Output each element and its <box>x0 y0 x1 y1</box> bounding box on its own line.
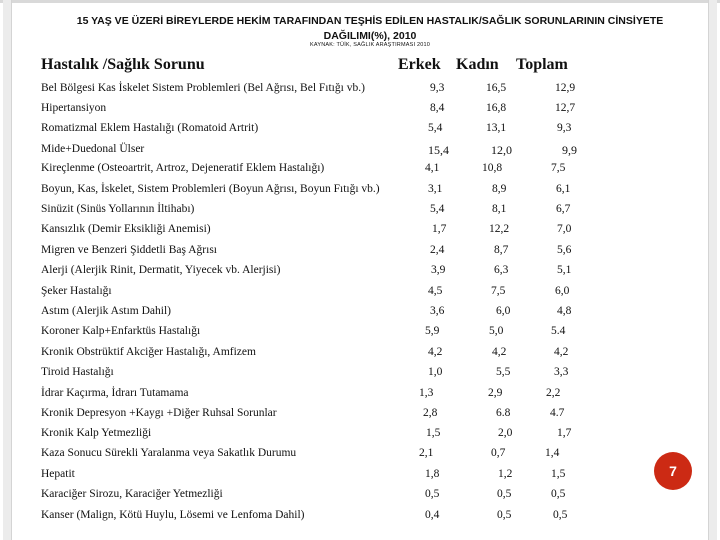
row-value-female: 12,0 <box>491 143 512 157</box>
row-value-female: 5,5 <box>496 366 511 378</box>
row-value-total: 0,5 <box>551 488 566 500</box>
row-value-female: 8,7 <box>494 244 509 256</box>
table-row <box>0 407 720 425</box>
row-value-total: 2,2 <box>546 387 561 399</box>
row-value-total: 5,6 <box>557 244 572 256</box>
table-row <box>0 122 720 140</box>
row-label: Kronik Kalp Yetmezliği <box>41 427 152 439</box>
table-row <box>0 162 720 180</box>
row-label: Koroner Kalp+Enfarktüs Hastalığı <box>41 325 201 337</box>
table-row <box>0 223 720 241</box>
row-value-female: 2,9 <box>488 387 503 399</box>
row-value-male: 1,3 <box>419 387 434 399</box>
table-row <box>0 285 720 303</box>
table-row <box>0 509 720 527</box>
table-row <box>0 305 720 323</box>
row-value-female: 8,9 <box>492 183 507 195</box>
row-value-male: 9,3 <box>430 82 445 94</box>
row-label: Kanser (Malign, Kötü Huylu, Lösemi ve Lenfoma Dahil) <box>41 509 305 521</box>
table-row <box>0 102 720 120</box>
row-value-total: 6,1 <box>556 183 571 195</box>
row-value-male: 0,5 <box>425 488 440 500</box>
header-total: Toplam <box>516 56 568 73</box>
row-value-female: 7,5 <box>491 285 506 297</box>
row-label: Boyun, Kas, İskelet, Sistem Problemleri (Boyun Ağrısı, Boyun Fıtığı vb.) <box>41 183 380 195</box>
row-value-total: 6,7 <box>556 203 571 215</box>
row-value-female: 0,7 <box>491 447 506 459</box>
row-label: Sinüzit (Sinüs Yollarının İltihabı) <box>41 203 195 215</box>
row-label: Şeker Hastalığı <box>41 285 112 297</box>
row-value-female: 16,8 <box>486 102 507 114</box>
row-value-total: 0,5 <box>553 509 568 521</box>
row-value-female: 4,2 <box>492 346 507 358</box>
row-value-male: 3,6 <box>430 305 445 317</box>
row-value-female: 0,5 <box>497 488 512 500</box>
row-value-total: 1,4 <box>545 447 560 459</box>
row-value-male: 2,4 <box>430 244 445 256</box>
row-value-male: 4,1 <box>425 162 440 174</box>
row-label: Kaza Sonucu Sürekli Yaralanma veya Sakatlık Durumu <box>41 447 297 459</box>
header-female: Kadın <box>456 56 499 73</box>
row-value-male: 2,1 <box>419 447 434 459</box>
slide-title: 15 YAŞ VE ÜZERİ BİREYLERDE HEKİM TARAFINDAN TEŞHİS EDİLEN HASTALIK/SAĞLIK SORUNLARININ CİNSİYETE DAĞILIMI(%), 2010 <box>76 15 664 42</box>
table-row <box>0 264 720 282</box>
row-value-female: 6.8 <box>496 407 511 419</box>
row-label: Astım (Alerjik Astım Dahil) <box>41 305 172 317</box>
row-value-female: 10,8 <box>482 162 503 174</box>
table-row <box>0 387 720 405</box>
row-value-female: 16,5 <box>486 82 507 94</box>
row-label: Mide+Duedonal Ülser <box>41 143 145 155</box>
row-value-male: 4,5 <box>428 285 443 297</box>
table-row <box>0 203 720 221</box>
row-value-total: 5.4 <box>551 325 566 337</box>
row-value-male: 1,8 <box>425 468 440 480</box>
row-value-female: 2,0 <box>498 427 513 439</box>
row-value-female: 1,2 <box>498 468 513 480</box>
row-label: Migren ve Benzeri Şiddetli Baş Ağrısı <box>41 244 217 256</box>
row-label: Kronik Depresyon +Kaygı +Diğer Ruhsal Sorunlar <box>41 407 277 419</box>
row-value-total: 12,7 <box>555 102 576 114</box>
row-label: Kansızlık (Demir Eksikliği Anemisi) <box>41 223 211 235</box>
row-value-female: 0,5 <box>497 509 512 521</box>
table-row <box>0 488 720 506</box>
header-disease: Hastalık /Sağlık Sorunu <box>41 56 205 73</box>
header-male: Erkek <box>398 56 441 73</box>
row-value-total: 9,3 <box>557 122 572 134</box>
row-value-male: 2,8 <box>423 407 438 419</box>
row-label: Alerji (Alerjik Rinit, Dermatit, Yiyecek vb. Alerjisi) <box>41 264 281 276</box>
table-row <box>0 427 720 445</box>
row-label: Kireçlenme (Osteoartrit, Artroz, Dejeneratif Eklem Hastalığı) <box>41 162 325 174</box>
table-row <box>0 143 720 161</box>
row-value-female: 5,0 <box>489 325 504 337</box>
row-value-male: 8,4 <box>430 102 445 114</box>
table-row <box>0 183 720 201</box>
row-value-male: 3,9 <box>431 264 446 276</box>
row-value-male: 0,4 <box>425 509 440 521</box>
table-row <box>0 366 720 384</box>
row-label: Kronik Obstrüktif Akciğer Hastalığı, Amfizem <box>41 346 256 358</box>
row-label: Romatizmal Eklem Hastalığı (Romatoid Artrit) <box>41 122 259 134</box>
table-row <box>0 244 720 262</box>
row-value-male: 5,9 <box>425 325 440 337</box>
row-value-male: 1,0 <box>428 366 443 378</box>
row-label: İdrar Kaçırma, İdrarı Tutamama <box>41 387 189 399</box>
row-value-total: 4,2 <box>554 346 569 358</box>
row-value-male: 4,2 <box>428 346 443 358</box>
row-value-total: 1,7 <box>557 427 572 439</box>
row-value-total: 12,9 <box>555 82 576 94</box>
source-subtitle: KAYNAK: TÜİK, SAĞLIK ARAŞTIRMASI 2010 <box>310 42 430 48</box>
row-label: Bel Bölgesi Kas İskelet Sistem Problemleri (Bel Ağrısı, Bel Fıtığı vb.) <box>41 82 365 94</box>
row-value-female: 8,1 <box>492 203 507 215</box>
row-value-male: 3,1 <box>428 183 443 195</box>
row-value-male: 1,5 <box>426 427 441 439</box>
row-value-male: 5,4 <box>428 122 443 134</box>
row-value-female: 6,3 <box>494 264 509 276</box>
table-row <box>0 346 720 364</box>
table-row <box>0 447 720 465</box>
page-number-badge: 7 <box>654 452 692 490</box>
row-label: Hepatit <box>41 468 75 480</box>
row-label: Karaciğer Sirozu, Karaciğer Yetmezliği <box>41 488 223 500</box>
row-value-total: 5,1 <box>557 264 572 276</box>
slide-frame-top <box>0 0 720 3</box>
row-value-total: 4.7 <box>550 407 565 419</box>
row-value-female: 13,1 <box>486 122 507 134</box>
row-value-total: 6,0 <box>555 285 570 297</box>
row-value-total: 9,9 <box>562 143 577 157</box>
table-row <box>0 82 720 100</box>
row-value-total: 3,3 <box>554 366 569 378</box>
row-value-female: 12,2 <box>489 223 510 235</box>
table-row <box>0 468 720 486</box>
row-value-total: 1,5 <box>551 468 566 480</box>
table-row <box>0 325 720 343</box>
row-value-male: 15,4 <box>428 143 449 157</box>
row-value-total: 7,0 <box>557 223 572 235</box>
row-label: Tiroid Hastalığı <box>41 366 114 378</box>
row-value-male: 1,7 <box>432 223 447 235</box>
row-value-total: 7,5 <box>551 162 566 174</box>
row-value-male: 5,4 <box>430 203 445 215</box>
row-label: Hipertansiyon <box>41 102 107 114</box>
row-value-female: 6,0 <box>496 305 511 317</box>
row-value-total: 4,8 <box>557 305 572 317</box>
